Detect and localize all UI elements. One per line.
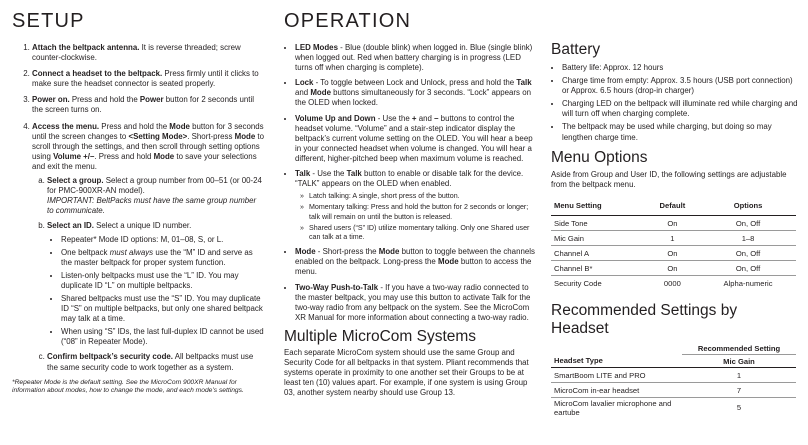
op-bold: Two-Way Push-to-Talk <box>295 282 379 292</box>
op-text: - Blue (double blink) when logged in. Blue (single blink) when logged out. Red when battery charging is in progress (LED turns off when charging is complete). <box>295 43 533 73</box>
step-text: to scroll through the settings, and then scroll through setting options using <box>32 131 265 161</box>
step-access-menu <box>32 122 264 373</box>
bullet-text: One beltpack <box>61 247 110 257</box>
step-bold: Mode <box>169 121 190 131</box>
op-lock <box>295 78 539 108</box>
battery-title: Battery <box>551 41 601 58</box>
recommended-table <box>551 342 796 417</box>
op-text: button to access the menu. <box>295 257 532 277</box>
cell: On, Off <box>700 216 796 231</box>
list-item <box>61 271 264 291</box>
op-bold: Mode <box>310 88 331 98</box>
step-text: Press firmly until it clicks to make sure the headset connector is seated properly. <box>32 69 259 89</box>
step-text: It is reverse threaded; screw counter-clockwise. <box>32 43 241 63</box>
cell: Side Tone <box>551 216 645 231</box>
cell: MicroCom in-ear headset <box>551 383 682 398</box>
substep-text: Select a unique ID number. <box>93 221 192 231</box>
cell: Channel B* <box>551 261 645 276</box>
table-row <box>551 383 796 398</box>
substep-select-group <box>47 176 264 216</box>
list-item <box>61 248 264 268</box>
table-row <box>551 398 796 418</box>
cell: 1 <box>645 231 700 246</box>
list-item: » Momentary talking: Press and hold the button for 2 seconds or longer; talk will remain on until the button is released. <box>309 203 539 221</box>
cell: 7 <box>682 383 796 398</box>
substep-bold: Select an ID. <box>47 221 94 231</box>
col-header: Menu Setting <box>551 196 645 216</box>
substep-bold: Select a group. <box>47 176 104 186</box>
talk-sublist <box>295 192 539 242</box>
table-row <box>551 261 796 276</box>
step-bold: Power on. <box>32 95 70 105</box>
recommended-title: Recommended Settings by Headset <box>551 302 738 338</box>
list-item <box>61 327 264 347</box>
cell: On, Off <box>700 261 796 276</box>
substep-text: Select a group number from 00–51 (or 00-24 for PMC-900XR-AN model). <box>47 176 262 196</box>
op-text: - To toggle between Lock and Unlock, press and hold the <box>313 78 517 88</box>
table-row <box>551 216 796 231</box>
op-text: - Use the <box>310 169 347 179</box>
step-text: . Short-press <box>187 131 235 141</box>
substep-security-code <box>47 352 264 372</box>
op-text: buttons to control the headset volume. “Volume” and a stair-step indicator display the beltpack’s current volume setting on the OLED. You will hear a beep in your connected headset when volume is changed. You will hear a different, higher-pitched beep when maximum volume is reached. <box>295 113 533 163</box>
cell: SmartBoom LITE and PRO <box>551 368 682 383</box>
step-text: . Press and hold <box>94 151 154 161</box>
table-row <box>551 368 796 383</box>
table-row <box>551 246 796 261</box>
op-bold: Lock <box>295 78 314 88</box>
bullet-text: Listen-only beltpacks must use the “L” ID. You may duplicate ID “L” on multiple beltpacks. <box>61 270 239 290</box>
step-power-on <box>32 95 264 115</box>
op-bold: Mode <box>295 247 316 257</box>
menu-options-table <box>551 196 796 291</box>
setup-title: SETUP <box>12 10 85 32</box>
step-bold: Mode <box>153 151 175 161</box>
op-text: and <box>295 88 311 98</box>
list-item <box>61 235 264 245</box>
op-bold: – <box>434 113 439 123</box>
table-header-row <box>551 342 796 355</box>
op-bold: Talk <box>516 78 532 88</box>
setup-column <box>12 0 264 396</box>
step-connect-headset <box>32 69 264 89</box>
substep-bold: Confirm beltpack’s security code. <box>47 352 173 362</box>
substep-select-id <box>47 221 264 347</box>
bullet-italic: must always <box>109 247 154 257</box>
op-text: and <box>416 113 435 123</box>
cell: 0000 <box>663 278 681 288</box>
operation-list <box>284 43 539 323</box>
table-header-row <box>551 196 796 216</box>
col-header: Options <box>700 196 796 216</box>
cell: On, Off <box>700 246 796 261</box>
list-item <box>61 294 264 324</box>
bullet-text: When using “S” IDs, the last full-duplex ID cannot be used (“08” in Repeater Mode). <box>61 327 264 347</box>
repeater-footnote: *Repeater Mode is the default setting. See the MicroCom 900XR Manual for information about modes, how to change the mode, and each mode’s settings. <box>12 378 244 395</box>
list-item: • Charging LED on the beltpack will illuminate red while charging and will turn off when charging complete. <box>562 99 799 119</box>
battery-list <box>551 63 799 143</box>
op-two-way <box>295 283 539 323</box>
col-header: Headset Type <box>551 342 682 368</box>
multiple-systems-text: Each separate MicroCom system should use the same Group and Security Code for all beltpacks in that system. Pliant recommends that systems operate in proximity to one another set their Groups to be at least ten (10) values apart. For example, if one system is using Group 03, another system nearby should use Group 13. <box>284 347 529 398</box>
op-mode <box>295 247 539 277</box>
step-text: button for 3 seconds until the screen changes to <box>32 121 264 141</box>
operation-column <box>284 0 539 398</box>
cell: 1–8 <box>700 231 796 246</box>
step-bold: Connect a headset to the beltpack. <box>32 69 163 79</box>
step-text: button for 2 seconds until the screen turns on. <box>32 95 254 115</box>
list-item: • The beltpack may be used while charging, but doing so may lengthen charge time. <box>562 122 799 142</box>
list-item: • Battery life: Approx. 12 hours <box>562 63 799 73</box>
id-bullets <box>47 235 264 348</box>
cell: 1 <box>682 368 796 383</box>
step-text: Press and hold the <box>99 121 170 131</box>
cell: Mic Gain <box>551 231 645 246</box>
step-bold: Volume +/– <box>53 151 95 161</box>
cell: On <box>645 216 700 231</box>
important-note: IMPORTANT: BeltPacks must have the same group number to communicate. <box>47 196 257 216</box>
op-text: - Short-press the <box>315 247 379 257</box>
op-text: button to enable or disable talk for the device. “TALK” appears on the OLED when enabled. <box>295 169 524 189</box>
step-attach-antenna <box>32 43 264 63</box>
op-text: button to toggle between the channels enabled on the beltpack. Long-press the <box>295 247 535 267</box>
table-row <box>551 231 796 246</box>
cell: MicroCom lavalier microphone and eartube <box>554 399 672 418</box>
list-item: » Shared users (“S” ID) utilize momentary talking. Only one Shared user can talk at a time. <box>309 224 539 242</box>
cell: Channel A <box>551 246 645 261</box>
step-bold: Mode <box>234 131 256 141</box>
op-text: - If you have a two-way radio connected to the master beltpack, you may use this button to activate Talk for the two-way radio from any beltpack on the system. See the MicroCom XR Manual for more information about connecting a two-way radio. <box>295 282 531 322</box>
cell: On <box>645 246 700 261</box>
step-bold: Access the menu. <box>32 121 100 131</box>
cell: 5 <box>736 403 742 413</box>
list-item: » Latch talking: A single, short press of the button. <box>309 192 539 201</box>
op-bold: Volume Up and Down <box>295 113 376 123</box>
table-row <box>551 276 796 291</box>
step-text: Press and hold the <box>69 95 140 105</box>
menu-options-intro: Aside from Group and User ID, the following settings are adjustable from the beltpack menu. <box>551 169 787 189</box>
menu-options-title: Menu Options <box>551 148 648 166</box>
operation-title: OPERATION <box>284 10 412 32</box>
step-text: to save your selections and exit the menu. <box>32 151 257 171</box>
step-bold: Attach the beltpack antenna. <box>32 43 140 52</box>
cell: Security Code <box>554 278 602 288</box>
substep-text: All beltpacks must use the same security code to work together as a system. <box>47 352 254 372</box>
step-bold: Power <box>139 95 164 105</box>
col-header: Recommended Setting <box>682 342 796 355</box>
bullet-text: Shared beltpacks must use the “S” ID. You may duplicate ID “S” on multiple beltpacks, but only one shared beltpack may talk at a time. <box>61 293 263 324</box>
bullet-text: Repeater* Mode ID options: M, 01–08, S, or L. <box>61 234 224 244</box>
battery-column <box>551 0 799 417</box>
op-volume <box>295 114 539 164</box>
op-bold: Mode <box>438 257 459 267</box>
op-text: - Use the <box>375 113 412 123</box>
op-bold: Mode <box>378 247 400 257</box>
op-bold: Talk <box>346 169 362 179</box>
menu-substeps <box>32 176 264 373</box>
setup-steps <box>12 43 264 373</box>
op-bold: LED Modes <box>295 43 338 52</box>
cell: Alpha-numeric <box>723 278 773 288</box>
op-text: buttons simultaneously for 3 seconds. “Lock” appears on the OLED when locked. <box>295 88 531 108</box>
cell: On <box>645 261 700 276</box>
multiple-systems-title: Multiple MicroCom Systems <box>284 327 477 345</box>
op-bold: + <box>411 113 417 123</box>
op-led-modes <box>295 43 539 73</box>
col-subheader: Mic Gain <box>682 355 796 368</box>
op-talk <box>295 169 539 242</box>
list-item: • Charge time from empty: Approx. 3.5 hours (USB port connection) or Approx. 6.5 hours (drop-in charger) <box>562 76 799 96</box>
col-header: Default <box>645 196 700 216</box>
op-bold: Talk <box>295 169 311 179</box>
bullet-text: use the “M” ID and serve as the master beltpack for proper system function. <box>61 247 253 267</box>
step-bold: <Setting Mode> <box>128 131 188 141</box>
